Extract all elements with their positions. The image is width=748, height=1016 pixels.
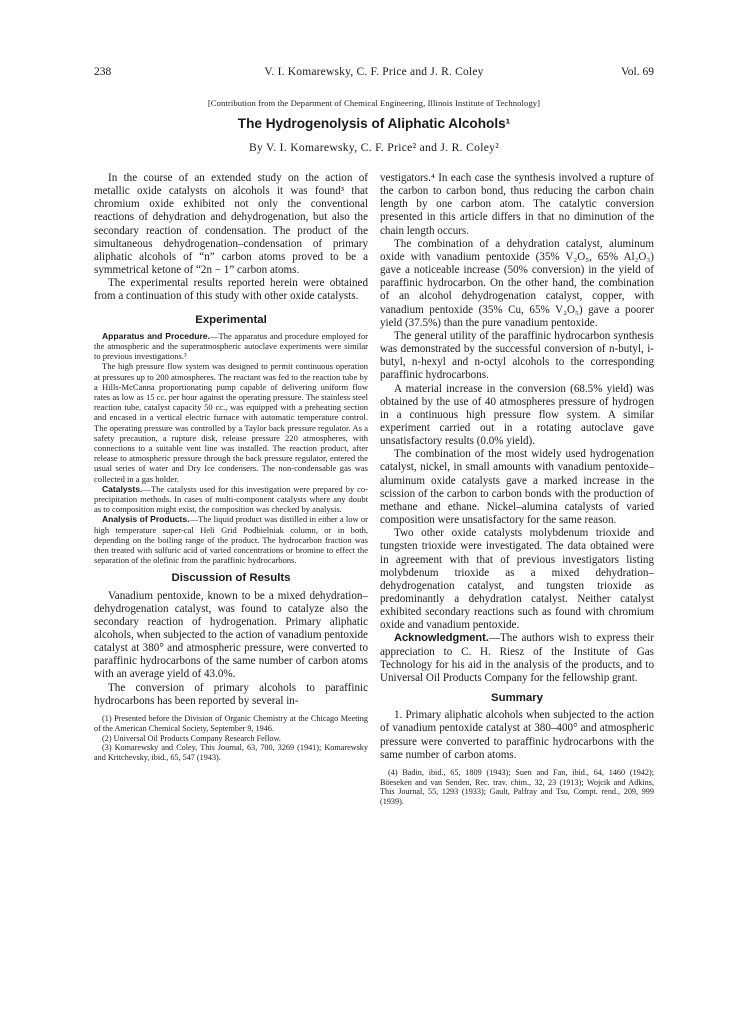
pressure-system-paragraph: The high pressure flow system was designed to permit continuous operation at pressures up to 200 atmospheres. The reactant was fed to the reaction tube by a Hills-McCanna proportionating pump capable of delivering uniform flow rates as low as 15 cc. per hour against the operating pressure. The stainless steel reaction tube, catalyst capacity 50 cc., was equipped with a preheating section and encased in a vertical electric furnace with automatic temperature control. The operating pressure was controlled by a Taylor back pressure regulator. As a safety precaution, a rupture disk, release pressure 220 atmospheres, with connections to a suitable vent line was installed. The reaction product, after release to atmospheric pressure through the back pressure regulator, entered the usual series of water and Dry Ice condensers. The non-condensable gas was collected in a gas holder. — [94, 361, 368, 484]
discussion-heading: Discussion of Results — [171, 572, 291, 585]
summary-paragraph: 1. Primary aliphatic alcohols when subjected to the action of vanadium pentoxide catalyst at 380–400° and atmospheric pressure were converted to paraffinic hydrocarbons with the same number of carbon atoms. — [380, 709, 654, 761]
pressure-increase-paragraph: A material increase in the conversion (68.5% yield) was obtained by the use of 40 atmospheres pressure of hydrogen in a continuous high pressure flow system. A similar experiment carried out in a rotating autoclave gave unsatisfactory results (0.0% yield). — [380, 382, 654, 448]
footnote: (3) Komarewsky and Coley, This Journal, 63, 700, 3269 (1941); Komarewsky and Kritchevsky, ibid., 65, 547 (1943). — [94, 743, 368, 763]
author-byline: By V. I. Komarewsky, C. F. Price² and J. R. Coley² — [248, 141, 500, 154]
discussion-paragraph-1: Vanadium pentoxide, known to be a mixed dehydration–dehydrogenation catalyst, was found to catalyze also the secondary reaction of hydrogenation. Primary aliphatic alcohols, when subjected to the action of vanadium pentoxide catalyst at 380° and atmospheric pressure, were converted to paraffinic hydrocarbons of the same number of carbon atoms with an average yield of 43.0%. — [94, 589, 368, 681]
running-title: V. I. Komarewsky, C. F. Price and J. R. Coley — [264, 66, 484, 78]
catalysts-text: —The catalysts used for this investigation were prepared by co-precipitation methods. In cases of multi-component catalysts where any doubt as to composition might exist, the composition was checked by analysis. — [94, 483, 368, 515]
utility-paragraph: The general utility of the paraffinic hydrocarbon synthesis was demonstrated by the successful conversion of n-butyl, i-butyl, n-hexyl and n-octyl alcohols to the corresponding paraffinic hydrocarbons. — [380, 329, 654, 382]
apparatus-paragraph — [94, 331, 368, 362]
footnote: (1) Presented before the Division of Organic Chemistry at the Chicago Meeting of the American Chemical Society, September 9, 1946. — [94, 713, 368, 733]
page-number: 238 — [94, 66, 112, 78]
right-column — [380, 172, 654, 807]
analysis-paragraph — [94, 514, 368, 565]
summary-heading: Summary — [491, 692, 543, 705]
intro-paragraph-2: The experimental results reported herein were obtained from a continuation of this study with other oxide catalysts. — [94, 277, 368, 303]
footnotes-left — [94, 714, 368, 763]
apparatus-text: —The apparatus and procedure employed for the atmospheric and the superatmospheric autoclave experiments were similar to previous investigations.³ — [94, 330, 368, 362]
nickel-paragraph: The combination of the most widely used hydrogenation catalyst, nickel, in small amounts with vanadium pentoxide–aluminum oxide catalysts gave a marked increase in the scission of the carbon to carbon bonds with the production of methane and ethane. Nickel–alumina catalysts of varied composition were unsatisfactory for the same reason. — [380, 448, 654, 527]
acknowledgment-runin-heading: Acknowledgment. — [394, 632, 489, 645]
oxide-catalysts-paragraph: Two other oxide catalysts molybdenum trioxide and tungsten trioxide were investigated. The data obtained were in agreement with that of previous investigators listing molybdenum trioxide as a mixed dehydration–dehydrogenation catalyst, and tungsten trioxide as predominantly a dehydration catalyst. Neither catalyst exhibited secondary reactions such as found with chromium oxide and vanadium pentoxide. — [380, 527, 654, 632]
experimental-section — [94, 331, 368, 566]
contribution-line: [Contribution from the Department of Chemical Engineering, Illinois Institute of Technology] — [207, 98, 541, 108]
footnote: (2) Universal Oil Products Company Research Fellow. — [102, 733, 281, 743]
footnotes-right — [380, 768, 654, 807]
footnote: (4) Badin, ibid., 65, 1809 (1943); Suen and Fan, ibid., 64, 1460 (1942); Böeseken and van Senden, Rec. trav. chim., 32, 23 (1913); Wojcik and Adkins, This Journal, 55, 1293 (1933); Gault, Palfray and Tsu, Compt. rend., 209, 999 (1939). — [380, 767, 654, 807]
left-column — [94, 172, 368, 763]
catalyst-combination-paragraph: The combination of a dehydration catalyst, aluminum oxide with vanadium pentoxide (35% V₂O₅, 65% Al₂O₃) gave a noticeable increase (50% conversion) in the yield of paraffinic hydrocarbon. On the other hand, the combination of an alcohol dehydrogenation catalyst, copper, with vanadium pentoxide (35% Cu, 65% V₂O₅) gave a poorer yield (37.5%) than the pure vanadium pentoxide. — [380, 237, 654, 329]
analysis-runin-heading: Analysis of Products. — [102, 514, 190, 525]
article-title: The Hydrogenolysis of Aliphatic Alcohols¹ — [237, 116, 511, 131]
catalysts-runin-heading: Catalysts. — [102, 483, 143, 494]
acknowledgment-paragraph — [380, 632, 654, 685]
analysis-text: —The liquid product was distilled in either a low or high temperature super-cal Heli Grid Podbielniak column, or in both, depending on the boiling range of the product. The hydrocarbon fraction was then treated with sulfuric acid of varied concentrations or bromine to effect the separation of the olefinic from the paraffinic hydrocarbons. — [94, 514, 368, 566]
continued-paragraph: vestigators.⁴ In each case the synthesis involved a rupture of the carbon to carbon bond, thus reducing the carbon chain length by one carbon atom. The catalytic conversion presented in this article differs in that no diminution of the chain length occurs. — [380, 172, 654, 237]
discussion-paragraph-2: The conversion of primary alcohols to paraffinic hydrocarbons has been reported by several in- — [94, 681, 368, 707]
acknowledgment-text: —The authors wish to express their appreciation to C. H. Riesz of the Institute of Gas Technology for his aid in the analysis of the products, and to Universal Oil Products Company for the fellowship grant. — [380, 632, 654, 684]
intro-paragraph-1: In the course of an extended study on the action of metallic oxide catalysts on alcohols it was found³ that chromium oxide exhibited not only the conventional reactions of dehydration and dehydrogenation, but also the secondary reaction of condensation. The product of the simultaneous dehydrogenation–condensation of primary aliphatic alcohols of “n” carbon atoms proved to be a symmetrical ketone of “2n − 1” carbon atoms. — [94, 172, 368, 277]
running-header — [94, 66, 654, 84]
volume-label: Vol. 69 — [620, 66, 654, 78]
apparatus-runin-heading: Apparatus and Procedure. — [102, 330, 210, 341]
experimental-heading: Experimental — [195, 313, 267, 326]
catalysts-paragraph — [94, 484, 368, 515]
